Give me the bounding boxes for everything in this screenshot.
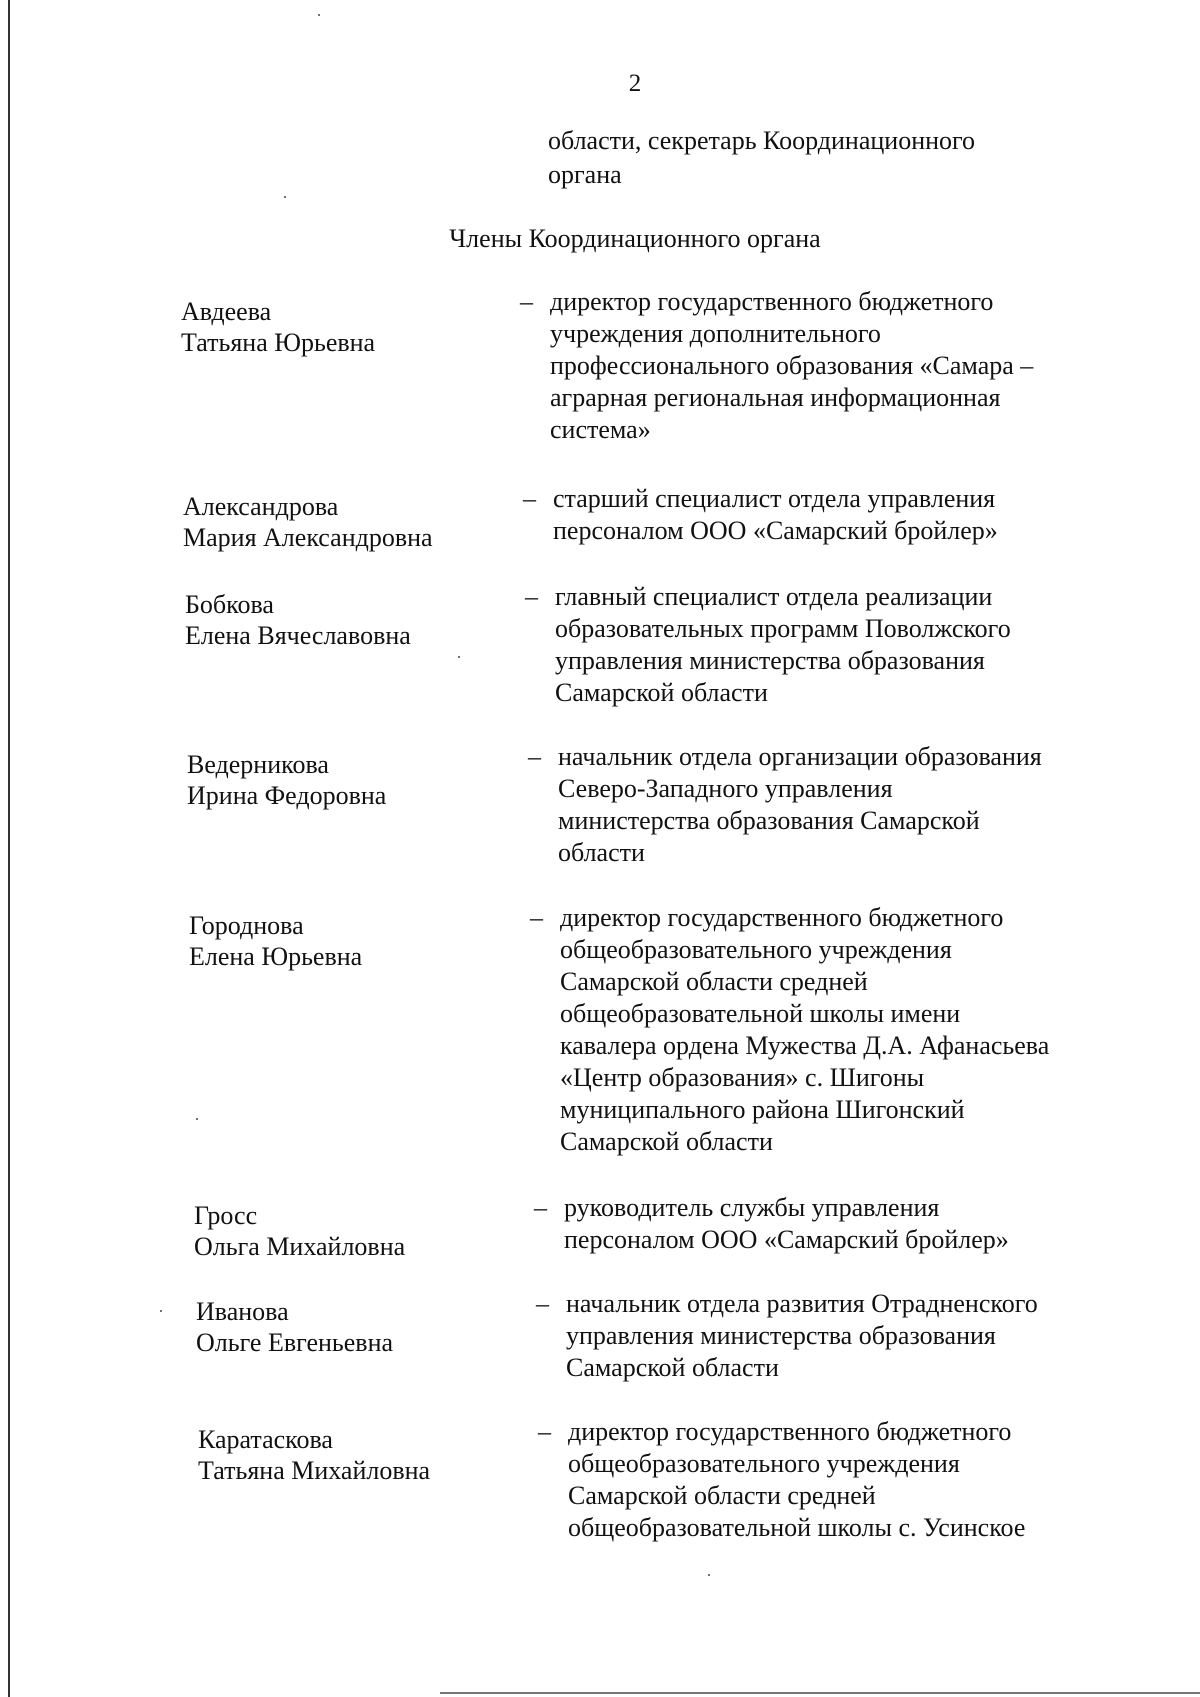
member-dash: – [525,582,538,611]
member-given-name: Ольге Евгеньевна [196,1328,394,1357]
member-given-name: Ольга Михайловна [194,1232,406,1261]
description-line: директор государственного бюджетного [550,287,994,316]
member-name [198,1424,518,1486]
description-line: старший специалист отдела управления [553,484,996,513]
member-surname: Городнова [189,911,304,940]
member-given-name: Елена Юрьевна [189,942,363,971]
scan-speck [708,1574,710,1576]
scan-speck [196,1118,198,1120]
member-description [555,581,1115,709]
member-dash: – [528,742,541,771]
member-name [183,491,503,553]
member-name [196,1296,516,1358]
member-name [181,296,501,358]
description-line: аграрная региональная информационная [550,383,1001,412]
member-description [558,741,1118,869]
member-surname: Каратаскова [198,1425,333,1454]
member-dash: – [536,1289,549,1318]
description-line: Самарской области средней [568,1481,876,1510]
section-heading: Члены Координационного органа [449,224,821,253]
member-name [194,1200,514,1262]
member-dash: – [530,903,543,932]
description-line: управления министерства образования [566,1321,996,1350]
description-line: система» [550,415,651,444]
description-line: директор государственного бюджетного [568,1417,1012,1446]
member-surname: Бобкова [185,590,274,619]
page-number: 2 [628,70,642,97]
member-given-name: Ирина Федоровна [187,781,387,810]
member-description [564,1192,1124,1256]
member-given-name: Елена Вячеславовна [185,621,411,650]
member-surname: Гросс [194,1201,258,1230]
scan-left-edge [8,0,10,1697]
scan-speck [160,1310,162,1312]
member-name [189,910,509,972]
member-description [553,483,1113,547]
description-line: Самарской области [566,1353,779,1382]
scan-speck [458,656,460,658]
description-line: общеобразовательной школы имени [560,999,961,1028]
member-surname: Александрова [183,492,339,521]
member-description [566,1288,1126,1384]
member-surname: Иванова [196,1297,289,1326]
description-line: управления министерства образования [555,646,985,675]
description-line: Северо-Западного управления [558,774,893,803]
member-name [185,589,505,651]
description-line: общеобразовательной школы с. Усинское [568,1513,1026,1542]
description-line: общеобразовательного учреждения [560,935,952,964]
description-line: образовательных программ Поволжского [555,614,1011,643]
member-dash: – [523,484,536,513]
description-line: руководитель службы управления [564,1193,940,1222]
member-dash: – [534,1193,547,1222]
member-surname: Авдеева [181,297,272,326]
scan-speck [318,14,320,16]
description-line: «Центр образования» с. Шигоны [560,1063,925,1092]
member-given-name: Татьяна Михайловна [198,1456,431,1485]
member-given-name: Татьяна Юрьевна [181,328,376,357]
continued-line: области, секретарь Координационного [548,126,976,155]
member-surname: Ведерникова [187,750,329,779]
description-line: учреждения дополнительного [550,319,881,348]
description-line: области [558,838,645,867]
description-line: муниципального района Шигонский [560,1095,965,1124]
member-description [560,902,1120,1158]
scan-bottom-edge [440,1692,1200,1694]
description-line: Самарской области средней [560,967,868,996]
member-description [568,1416,1128,1544]
member-name [187,749,507,811]
scan-speck [284,196,286,198]
member-description [550,286,1110,446]
description-line: кавалера ордена Мужества Д.А. Афанасьева [560,1031,1050,1060]
description-line: общеобразовательного учреждения [568,1449,960,1478]
continued-text [548,124,1108,192]
description-line: Самарской области [560,1127,773,1156]
member-dash: – [538,1417,551,1446]
description-line: персоналом ООО «Самарский бройлер» [553,516,998,545]
member-given-name: Мария Александровна [183,523,433,552]
description-line: начальник отдела организации образования [558,742,1042,771]
description-line: персоналом ООО «Самарский бройлер» [564,1225,1009,1254]
description-line: начальник отдела развития Отрадненского [566,1289,1038,1318]
continued-line: органа [548,160,622,189]
description-line: Самарской области [555,678,768,707]
member-dash: – [520,287,533,316]
description-line: главный специалист отдела реализации [555,582,993,611]
description-line: директор государственного бюджетного [560,903,1004,932]
description-line: министерства образования Самарской [558,806,980,835]
description-line: профессионального образования «Самара – [550,351,1034,380]
